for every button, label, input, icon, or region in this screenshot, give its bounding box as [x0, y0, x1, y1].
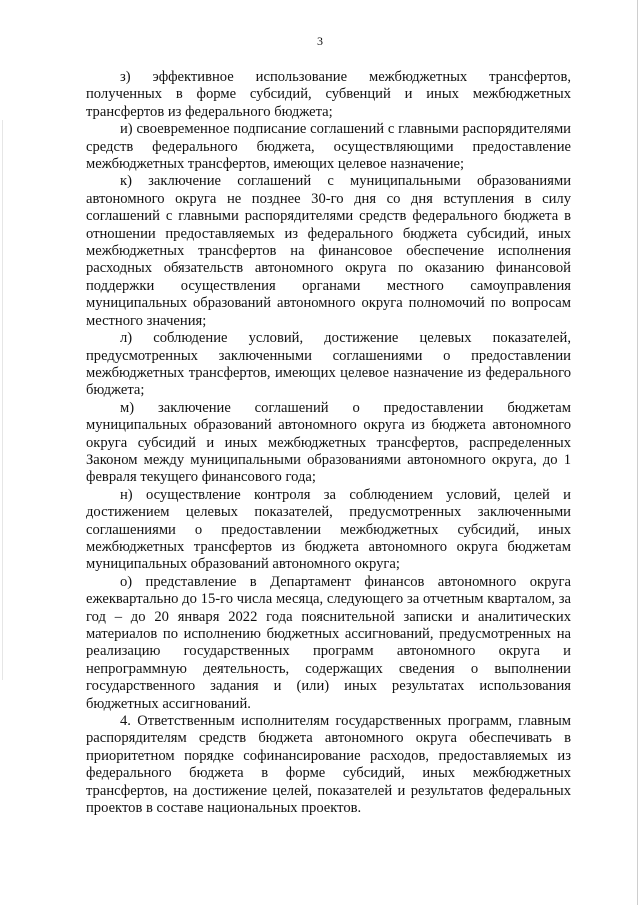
- paragraph-4: 4. Ответственным исполнителям государственных программ, главным распорядителям средств бюджета автономного округа обеспечивать в приоритетном порядке софинансирование расходов, предоставляемых из федерального бюджета в форме субсидий, иных межбюджетных трансфертов, на достижение целей, показателей и результатов федеральных проектов в составе национальных проектов.: [86, 713, 571, 817]
- paragraph-o: о) представление в Департамент финансов автономного округа ежеквартально до 15-го числа месяца, следующего за отчетным кварталом, за год – до 20 января 2022 года пояснительной записки и аналитических материалов по исполнению бюджетных ассигнований, предусмотренных на реализацию государственных программ автономного округа и непрограммную деятельность, содержащих сведения о выполнении государственного задания и (или) иных результатах использования бюджетных ассигнований.: [86, 573, 571, 712]
- page-number: 3: [317, 34, 323, 48]
- paragraph-n: н) осуществление контроля за соблюдением условий, целей и достижением целевых показателей, предусмотренных заключенными соглашениями о предоставлении межбюджетных субсидий, иных межбюджетных трансфертов из бюджета автономного округа бюджетам муниципальных образований автономного округа;: [86, 486, 571, 573]
- paragraph-m: м) заключение соглашений о предоставлении бюджетам муниципальных образований автономного округа из бюджета автономного округа субсидий и иных межбюджетных трансфертов, распределенных Законом между муниципальными образованиями автономного округа, до 1 февраля текущего финансового года;: [86, 399, 571, 486]
- scan-edge-right: [637, 0, 638, 905]
- scan-edge-left: [2, 120, 3, 680]
- document-body: [86, 69, 571, 817]
- paragraph-k: к) заключение соглашений с муниципальными образованиями автономного округа не позднее 30-го дня со дня вступления в силу соглашений с главными распорядителями средств федерального бюджета в отношении предоставляемых из федерального бюджета субсидий, иных межбюджетных трансфертов на финансовое обеспечение исполнения расходных обязательств автономного округа по оказанию финансовой поддержки осуществления органами местного самоуправления муниципальных образований автономного округа полномочий по вопросам местного значения;: [86, 173, 571, 329]
- paragraph-i: и) своевременное подписание соглашений с главными распорядителями средств федерального бюджета, осуществляющими предоставление межбюджетных трансфертов, имеющих целевое назначение;: [86, 121, 571, 173]
- paragraph-l: л) соблюдение условий, достижение целевых показателей, предусмотренных заключенными соглашениями о предоставлении межбюджетных трансфертов, имеющих целевое назначение из федерального бюджета;: [86, 330, 571, 399]
- paragraph-z: з) эффективное использование межбюджетных трансфертов, полученных в форме субсидий, субвенций и иных межбюджетных трансфертов из федерального бюджета;: [86, 69, 571, 120]
